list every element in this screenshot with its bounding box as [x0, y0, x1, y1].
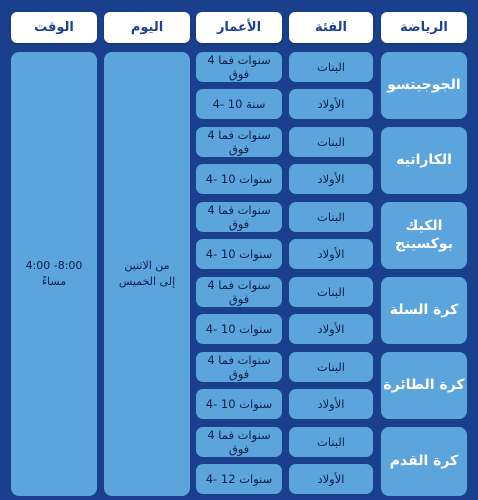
category-boys: الأولاد — [289, 239, 373, 269]
age-girls: 4 سنوات فما فوق — [196, 352, 282, 382]
age-boys: 4- 10 سنوات — [196, 389, 282, 419]
header-day: اليوم — [104, 12, 190, 43]
header-sport: الرياضة — [381, 12, 467, 43]
category-girls: البنات — [289, 202, 373, 232]
category-girls: البنات — [289, 427, 373, 457]
sport-volleyball: كرة الطائرة — [381, 352, 467, 419]
age-boys: 4- 10 سنوات — [196, 164, 282, 194]
time-period: مساءً — [41, 275, 67, 288]
sport-football: كرة القدم — [381, 427, 467, 496]
category-girls: البنات — [289, 277, 373, 307]
age-girls: 4 سنوات فما فوق — [196, 277, 282, 307]
age-boys: 4- 10 سنوات — [196, 239, 282, 269]
age-girls: 4 سنوات فما فوق — [196, 202, 282, 232]
category-girls: البنات — [289, 352, 373, 382]
category-boys: الأولاد — [289, 389, 373, 419]
category-boys: الأولاد — [289, 314, 373, 344]
sport-karate: الكاراتيه — [381, 127, 467, 194]
age-boys: 4- 10 سنة — [196, 89, 282, 119]
sport-jujitsu: الجوجيتسو — [381, 52, 467, 119]
sport-kickboxing — [381, 202, 467, 269]
time-cell — [11, 52, 97, 496]
day-to: إلى الخميس — [118, 275, 176, 288]
time-range: 4:00 -8:00 — [25, 258, 83, 272]
header-time: الوقت — [11, 12, 97, 43]
category-boys: الأولاد — [289, 89, 373, 119]
age-girls: 4 سنوات فما فوق — [196, 427, 282, 457]
category-girls: البنات — [289, 52, 373, 82]
sport-basketball: كرة السلة — [381, 277, 467, 344]
category-boys: الأولاد — [289, 464, 373, 494]
age-girls: 4 سنوات فما فوق — [196, 127, 282, 157]
header-category: الفئة — [289, 12, 373, 43]
day-cell — [104, 52, 190, 496]
sport-kickboxing-line2: بوكسينج — [395, 235, 453, 252]
header-ages: الأعمار — [196, 12, 282, 43]
category-girls: البنات — [289, 127, 373, 157]
sport-kickboxing-line1: الكيك — [405, 218, 443, 234]
age-girls: 4 سنوات فما فوق — [196, 52, 282, 82]
day-from: من الاثنين — [124, 258, 170, 272]
age-boys: 4- 10 سنوات — [196, 314, 282, 344]
age-boys: 4- 12 سنوات — [196, 464, 282, 494]
category-boys: الأولاد — [289, 164, 373, 194]
